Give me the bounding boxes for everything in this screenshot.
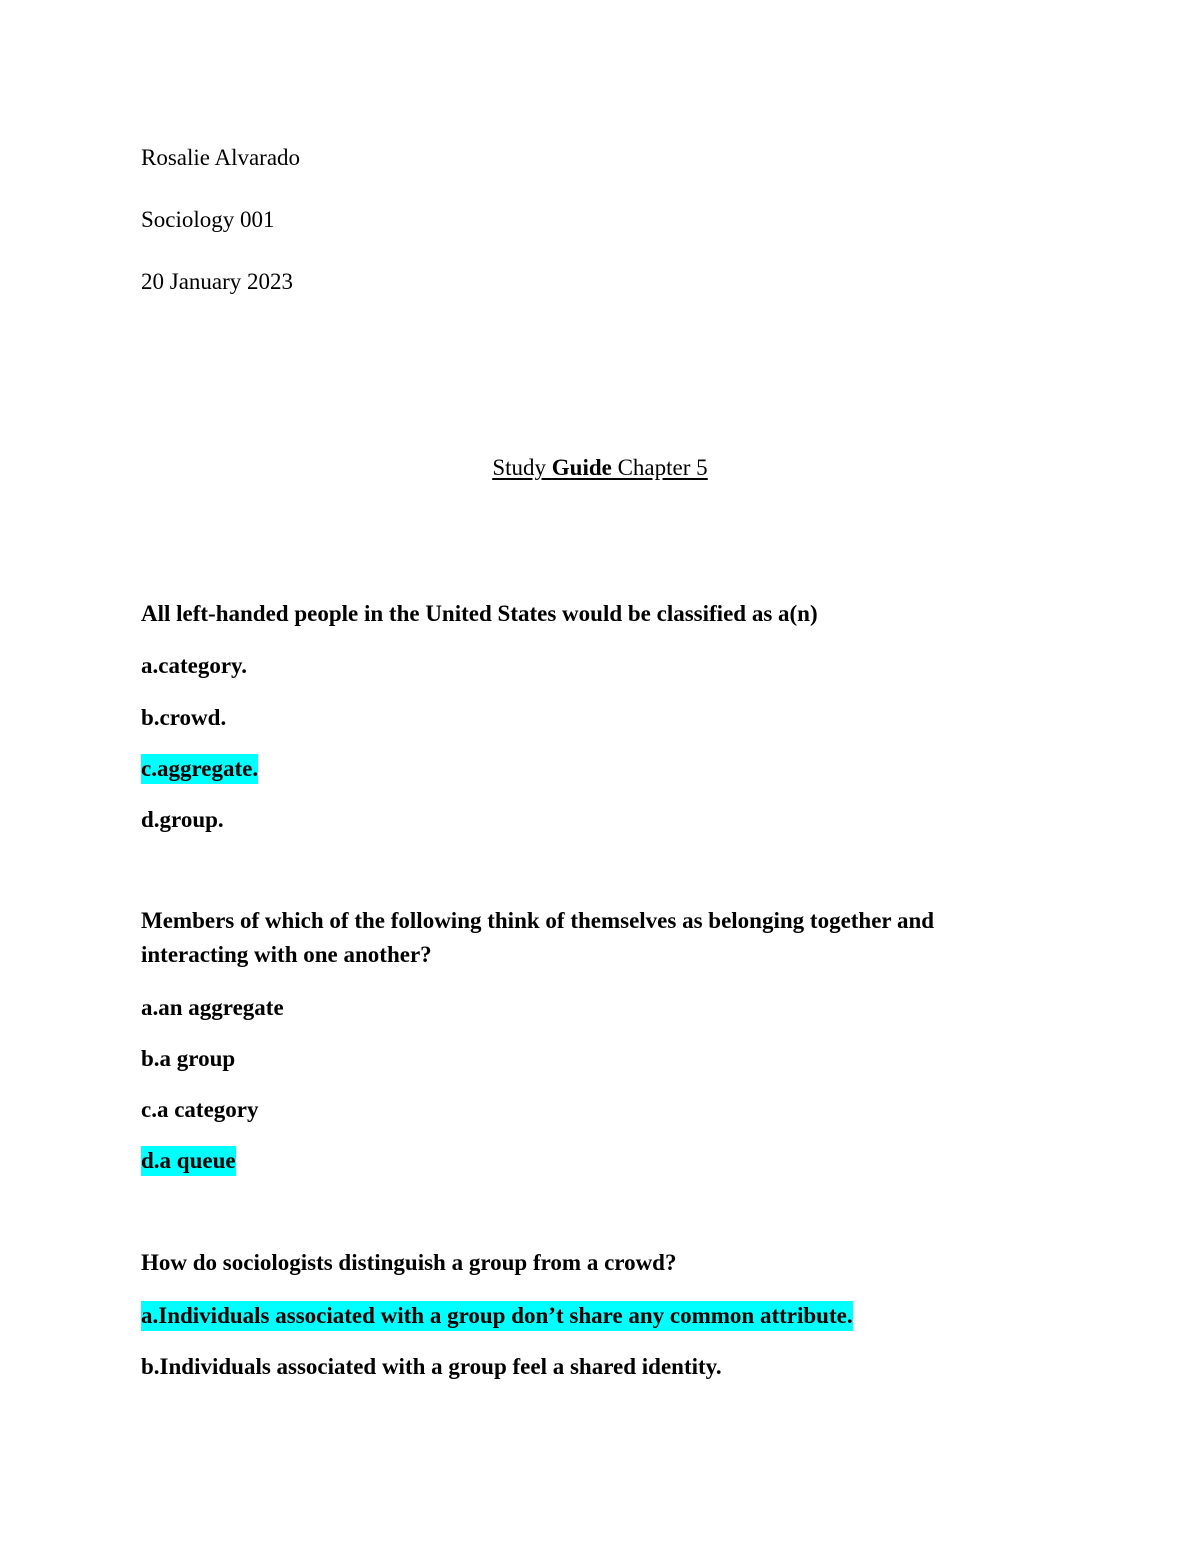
answer-highlight: d.a queue bbox=[141, 1146, 236, 1176]
student-name: Rosalie Alvarado bbox=[141, 145, 301, 170]
document-date: 20 January 2023 bbox=[141, 269, 294, 294]
title-word-guide: Guide bbox=[551, 455, 612, 480]
question-3-option-b: b.Individuals associated with a group feel a shared identity. bbox=[141, 1354, 722, 1379]
title-word-study: Study bbox=[492, 455, 547, 480]
question-3-option-a bbox=[141, 1304, 853, 1327]
answer-highlight: c.aggregate. bbox=[141, 754, 258, 784]
question-1-option-c bbox=[141, 757, 258, 780]
question-1-option-a: a.category. bbox=[141, 653, 248, 678]
question-2-option-a: a.an aggregate bbox=[141, 995, 284, 1020]
course-name: Sociology 001 bbox=[141, 207, 275, 232]
question-3-text: How do sociologists distinguish a group from a crowd? bbox=[141, 1250, 677, 1275]
question-2-option-d bbox=[141, 1149, 236, 1172]
question-2-option-b: b.a group bbox=[141, 1046, 236, 1071]
question-2-option-c: c.a category bbox=[141, 1097, 259, 1122]
title-word-chapter: Chapter 5 bbox=[617, 455, 708, 480]
question-1-option-d: d.group. bbox=[141, 807, 224, 832]
question-1-text: All left-handed people in the United States would be classified as a(n) bbox=[141, 601, 818, 626]
question-2-text-line-1: Members of which of the following think of themselves as belonging together and bbox=[141, 908, 935, 933]
document-title bbox=[0, 456, 1200, 479]
question-1-option-b: b.crowd. bbox=[141, 705, 227, 730]
question-2-text-line-2: interacting with one another? bbox=[141, 942, 432, 967]
answer-highlight: a.Individuals associated with a group don’t share any common attribute. bbox=[141, 1301, 853, 1331]
